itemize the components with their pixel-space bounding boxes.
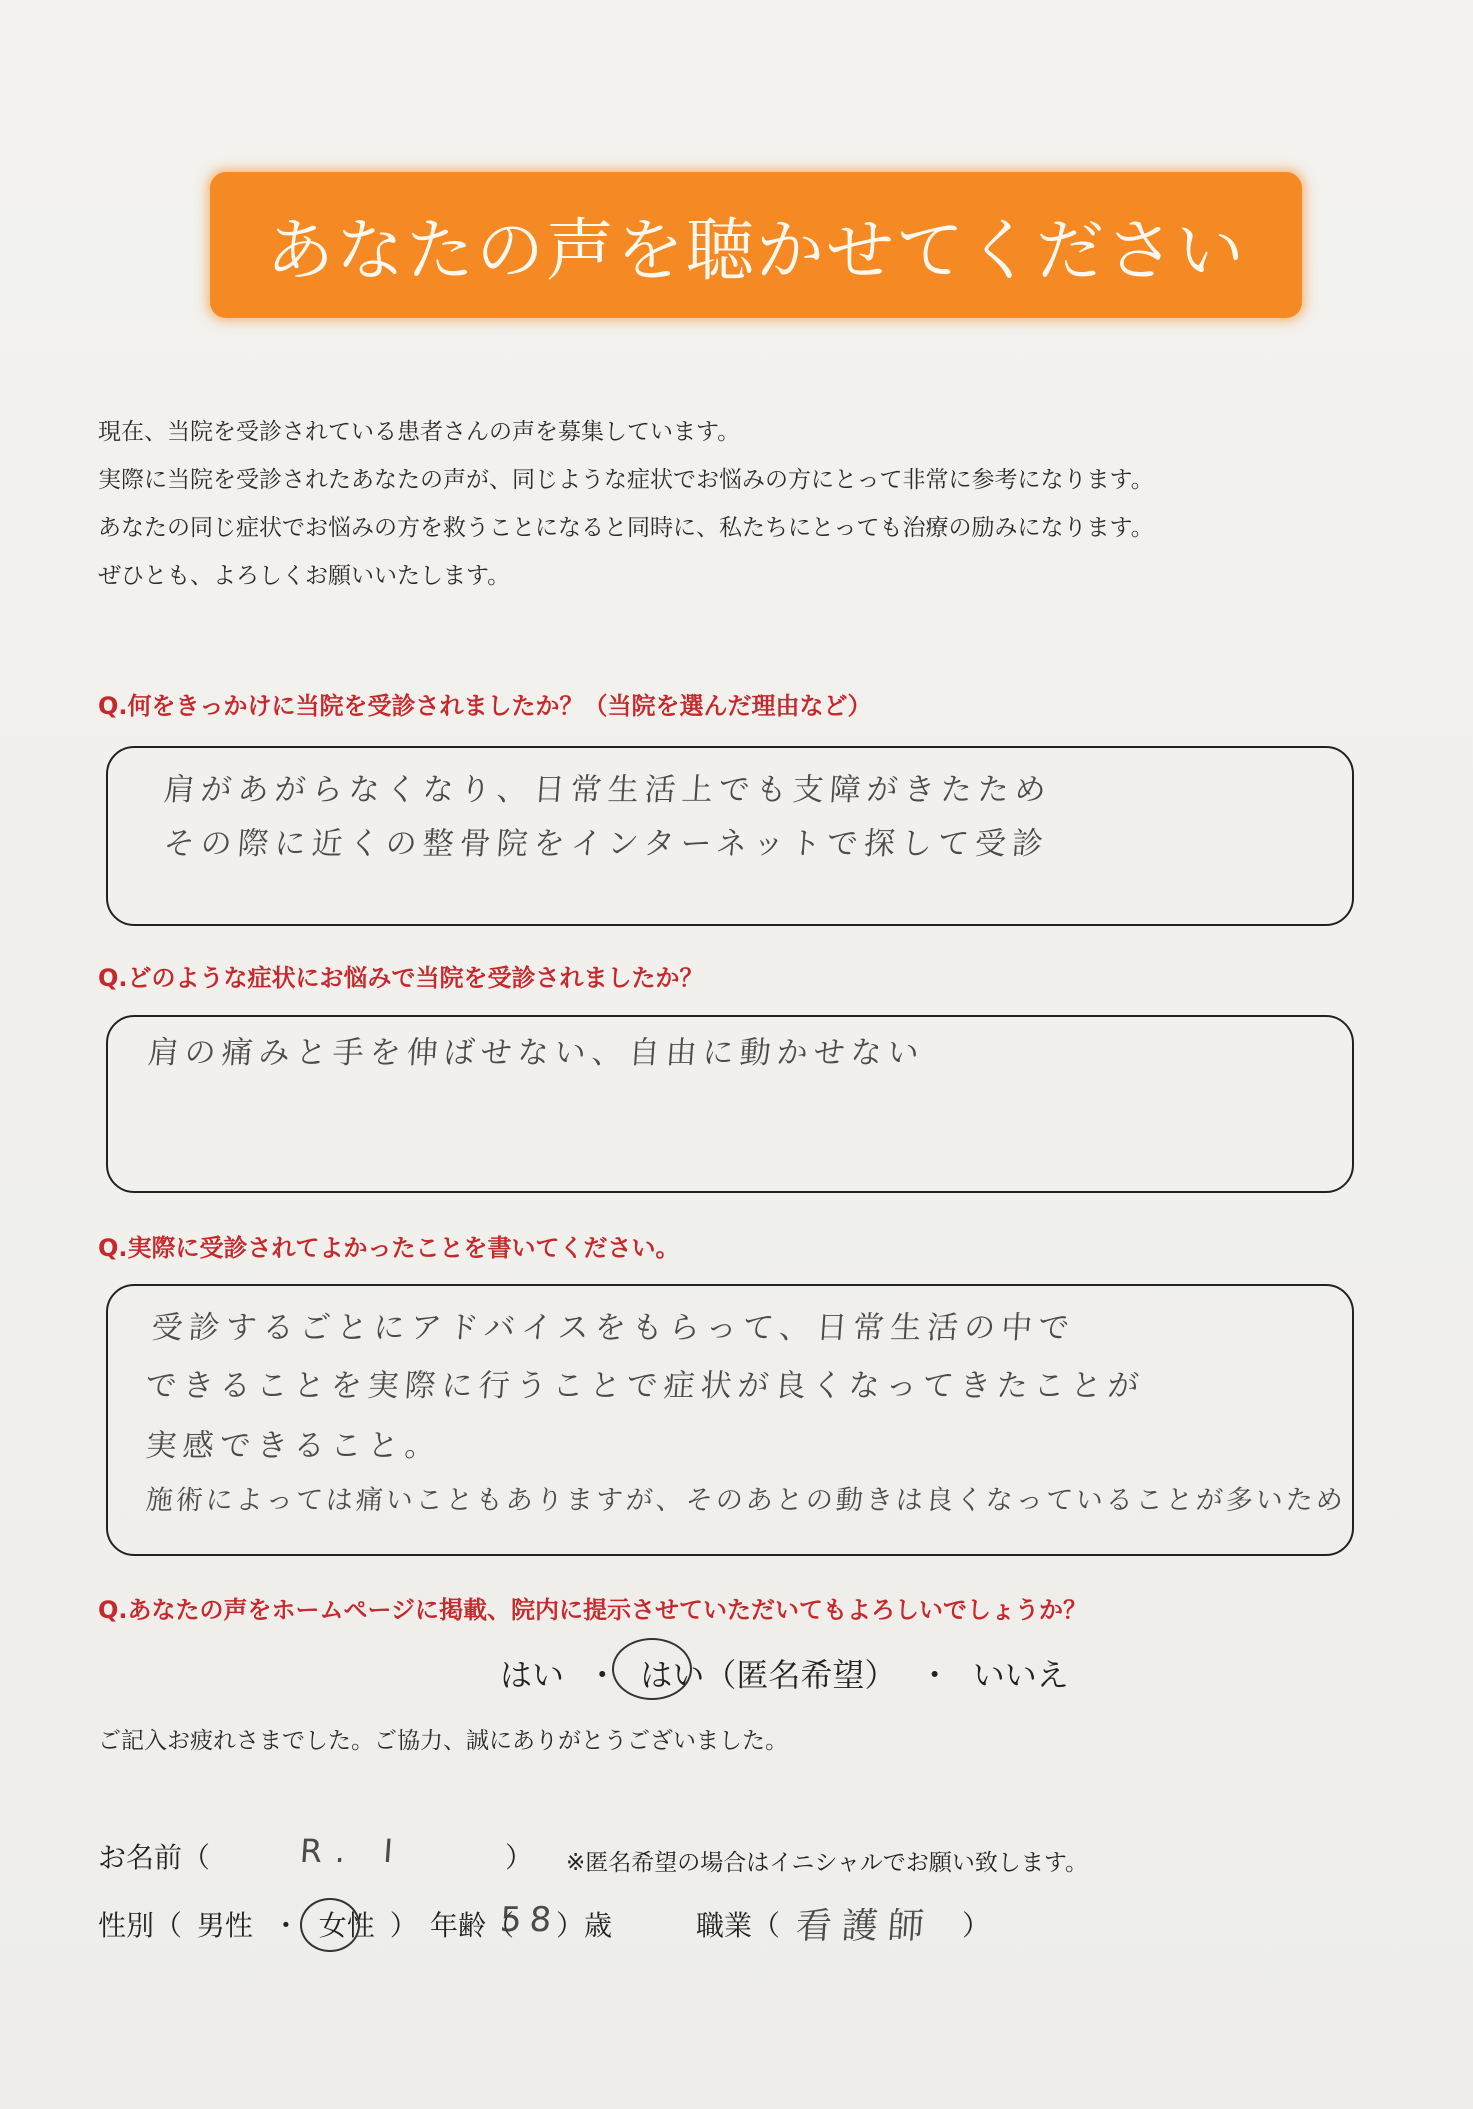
answer-3-line-2: できることを実際に行うことで症状が良くなってきたことが — [144, 1368, 1147, 1404]
gender-separator: ・ — [271, 1909, 300, 1942]
name-row — [98, 1836, 210, 1876]
question-2: Q.どのような症状にお悩みで当院を受診されましたか？ — [98, 964, 704, 992]
selection-circle — [612, 1638, 692, 1700]
page-title: あなたの声を聴かせてください — [265, 211, 1246, 291]
answer-box-2 — [106, 1015, 1354, 1193]
job-label: 職業（ — [696, 1909, 781, 1942]
intro-line: 実際に当院を受診されたあなたの声が、同じような症状でお悩みの方にとって非常に参考になります。 — [98, 467, 1154, 493]
name-value[interactable]: R. I — [298, 1832, 409, 1870]
question-4: Q.あなたの声をホームページに掲載、院内に提示させていただいてもよろしいでしょうか？ — [98, 1596, 1088, 1624]
intro-line: ぜひとも、よろしくお願いいたします。 — [98, 563, 511, 589]
job-value[interactable]: 看護師 — [794, 1906, 936, 1947]
question-1: Q.何をきっかけに当院を受診されましたか？（当院を選んだ理由など） — [98, 692, 872, 720]
title-banner — [210, 172, 1302, 318]
answer-1-line-1: 肩があがらなくなり、日常生活上でも支障がきたため — [162, 772, 1054, 808]
gender-close: ） — [389, 1909, 418, 1942]
option-no[interactable]: いいえ — [972, 1656, 1069, 1694]
answer-3-line-3: 実感できること。 — [144, 1428, 444, 1464]
age-label: 年齢（ — [430, 1909, 515, 1942]
option-anon-note: （匿名希望） — [704, 1656, 897, 1694]
intro-text — [98, 408, 1418, 600]
intro-line: あなたの同じ症状でお悩みの方を救うことになると同時に、私たちにとっても治療の励みになります。 — [98, 515, 1154, 541]
answer-2-line-1: 肩の痛みと手を伸ばせない、自由に動かせない — [146, 1035, 927, 1071]
age-close: ）歳 — [556, 1909, 613, 1942]
age-value[interactable]: 58 — [498, 1900, 561, 1940]
gender-label: 性別（ — [98, 1909, 183, 1942]
answer-box-3 — [106, 1284, 1354, 1556]
name-close: ） — [505, 1841, 534, 1874]
thanks-message: ご記入お疲れさまでした。ご協力、誠にありがとうございました。 — [98, 1728, 788, 1754]
intro-line: 現在、当院を受診されている患者さんの声を募集しています。 — [98, 419, 741, 445]
option-separator: ・ — [918, 1656, 951, 1694]
answer-3-line-4: 施術によっては痛いこともありますが、そのあとの動きは良くなっていることが多いため — [144, 1485, 1347, 1516]
question-3: Q.実際に受診されてよかったことを書いてください。 — [98, 1234, 680, 1262]
option-separator: ・ — [586, 1656, 619, 1694]
gender-row — [98, 1904, 418, 1944]
gender-male[interactable]: 男性 — [196, 1909, 253, 1942]
gender-selection-circle — [300, 1898, 360, 1952]
answer-box-1 — [106, 746, 1354, 926]
consent-options — [500, 1650, 1069, 1696]
option-anon-label: はい — [640, 1656, 705, 1694]
answer-1-line-2: その際に近くの整骨院をインターネットで探して受診 — [162, 826, 1051, 862]
job-close: ） — [962, 1909, 991, 1942]
answer-3-line-1: 受診するごとにアドバイスをもらって、日常生活の中で — [150, 1310, 1077, 1346]
name-note: ※匿名希望の場合はイニシャルでお願い致します。 — [566, 1850, 1089, 1876]
option-yes[interactable]: はい — [500, 1656, 565, 1694]
name-label: お名前（ — [98, 1841, 211, 1874]
gender-female[interactable]: 女性 — [318, 1909, 375, 1942]
